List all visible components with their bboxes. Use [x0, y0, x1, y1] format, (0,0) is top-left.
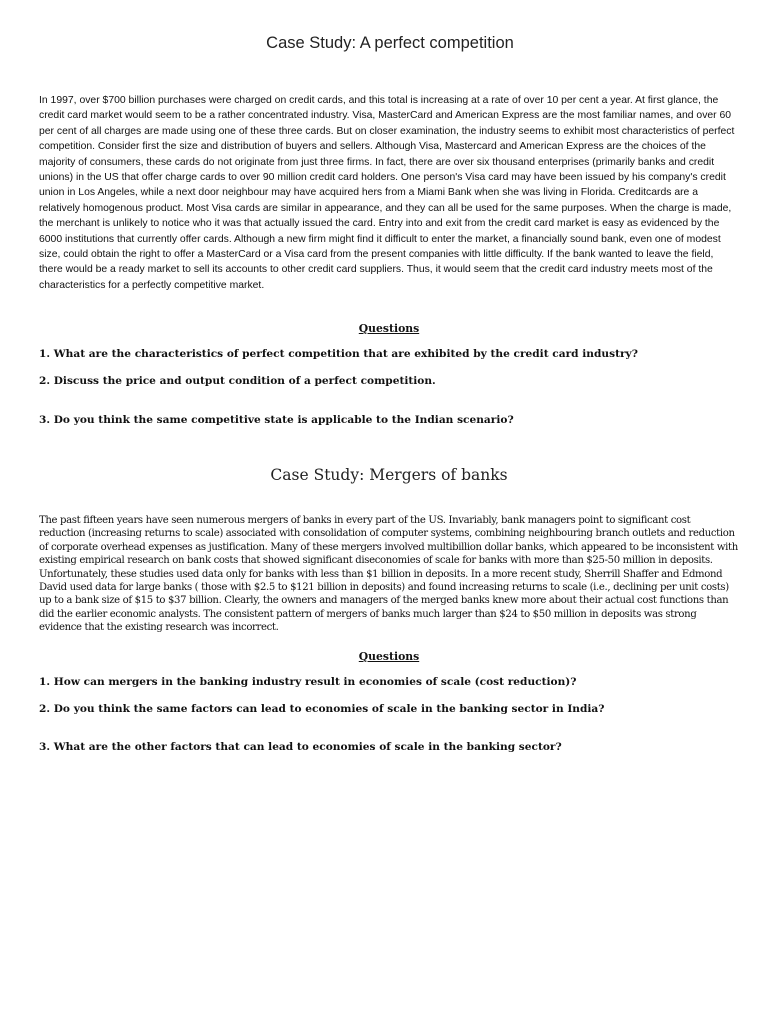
case1-questions-heading: Questions	[358, 322, 420, 335]
case1-question-3: 3. Do you think the same competitive state is applicable to the Indian scenario?	[39, 414, 514, 426]
case2-title: Case Study: Mergers of banks	[270, 466, 508, 484]
case1-question-1: 1. What are the characteristics of perfect competition that are exhibited by the credit card industry?	[39, 348, 638, 360]
case2-question-3: 3. What are the other factors that can lead to economies of scale in the banking sector?	[39, 741, 562, 753]
case1-title: Case Study: A perfect competition	[266, 34, 514, 52]
case1-question-2: 2. Discuss the price and output condition of a perfect competition.	[39, 375, 436, 387]
case2-body: The past fifteen years have seen numerous mergers of banks in every part of the US. Invariably, bank managers point to significant cost reduction (increasing returns to scale) associated with consolidation of computer systems, combining neighbouring branch outlets and reduction of corporate overhead expenses as justification. Many of these mergers involved multibillion dollar banks, which appeared to be inconsistent with existing empirical research on bank costs that showed significant diseconomies of scale for banks with more than $25-50 million in deposits. Unfortunately, these studies used data only for banks with less than $1 billion in deposits. In a more recent study, Sherrill Shaffer and Edmond David used data for large banks ( those with $2.5 to $121 billion in deposits) and found increasing returns to scale (i.e., declining per unit costs) up to a bank size of $15 to $37 billion. Clearly, the owners and managers of the merged banks knew more about their actual cost functions than did the earlier economic analysts. The consistent pattern of mergers of banks much larger than $24 to $50 million in deposits was strong evidence that the existing research was incorrect.	[39, 515, 738, 634]
case2-question-1: 1. How can mergers in the banking industry result in economies of scale (cost reduction)?	[39, 676, 577, 688]
case2-question-2: 2. Do you think the same factors can lead to economies of scale in the banking sector in India?	[39, 703, 605, 715]
case1-body: In 1997, over $700 billion purchases were charged on credit cards, and this total is increasing at a rate of over 10 per cent a year. At first glance, the credit card market would seem to be a rather concentrated industry. Visa, MasterCard and American Express are the most familiar names, and over 60 per cent of all charges are made using one of these three cards. But on closer examination, the industry seems to exhibit most characteristics of perfect competition. Consider first the size and distribution of buyers and sellers. Although Visa, Mastercard and American Express are the choices of the majority of consumers, these cards do not originate from just three firms. In fact, there are over six thousand enterprises (primarily banks and credit unions) in the US that offer charge cards to over 90 million credit card holders. One person's Visa card may have been issued by his company's credit union in Los Angeles, while a next door neighbour may have acquired hers from a Miami Bank when she was living in Florida. Creditcards are a relatively homogenous product. Most Visa cards are similar in appearance, and they can all be used for the same purposes. When the charge is made, the merchant is unlikely to notice who it was that actually issued the card. Entry into and exit from the credit card market is easy as evidenced by the 6000 institutions that currently offer cards. Although a new firm might find it difficult to enter the market, a financially sound bank, even one of modest size, could obtain the right to offer a MasterCard or a Visa card from the present companies with little difficulty. If the bank wanted to leave the field, there would be a ready market to sell its accounts to other credit card suppliers. Thus, it would seem that the credit card industry meets most of the characteristics for a perfectly competitive market.	[39, 95, 735, 291]
case2-questions-heading: Questions	[358, 650, 420, 663]
